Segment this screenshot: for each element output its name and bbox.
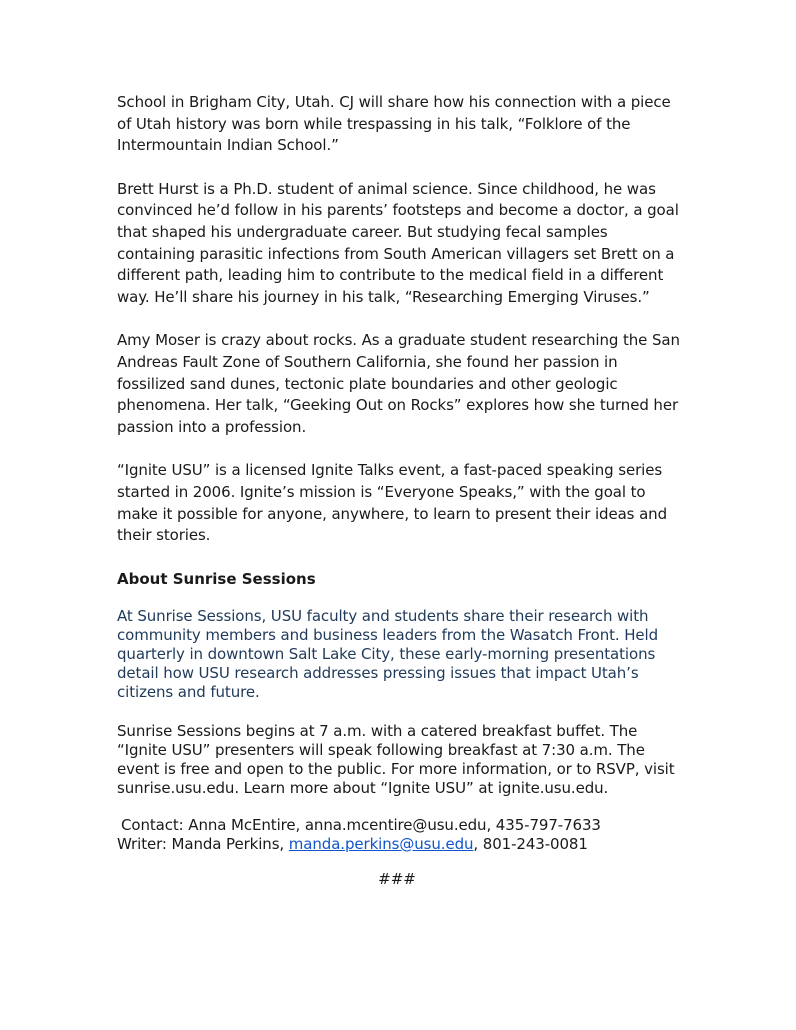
paragraph-brett-hurst: Brett Hurst is a Ph.D. student of animal science. Since childhood, he was convinced he’d follow in his parents’ footsteps and become a doctor, a goal that shaped his undergraduate career. But studying fecal samples containing parasitic infections from South American villagers set Brett on a different path, leading him to contribute to the medical field in a different way. He’ll share his journey in his talk, “Researching Emerging Viruses.” xyxy=(117,179,679,306)
paragraph-amy-moser: Amy Moser is crazy about rocks. As a graduate student researching the San Andreas Fault Zone of Southern California, she found her passion in fossilized sand dunes, tectonic plate boundaries and other geologic phenomena. Her talk, “Geeking Out on Rocks” explores how she turned her passion into a profession. xyxy=(117,331,680,436)
about-heading: About Sunrise Sessions xyxy=(117,569,316,588)
contact-block xyxy=(117,816,687,854)
paragraph-ignite-usu: “Ignite USU” is a licensed Ignite Talks event, a fast-paced speaking series started in 2006. Ignite’s mission is “Everyone Speaks,” with the goal to make it possible for anyone, anywhere, to learn to present their ideas and their stories. xyxy=(117,461,667,545)
document-body xyxy=(117,92,687,889)
paragraph-cj-talk: School in Brigham City, Utah. CJ will share how his connection with a piece of Utah history was born while trespassing in his talk, “Folklore of the Intermountain Indian School.” xyxy=(117,93,671,155)
writer-email-link[interactable]: manda.perkins@usu.edu xyxy=(288,834,474,853)
contact-line: Contact: Anna McEntire, anna.mcentire@usu.edu, 435-797-7633 xyxy=(121,815,601,834)
writer-line xyxy=(117,835,687,854)
writer-suffix: , 801-243-0081 xyxy=(473,834,588,853)
writer-prefix: Writer: Manda Perkins, xyxy=(117,834,289,853)
event-details: Sunrise Sessions begins at 7 a.m. with a catered breakfast buffet. The “Ignite USU” presenters will speak following breakfast at 7:30 a.m. The event is free and open to the public. For more information, or to RSVP, visit sunrise.usu.edu. Learn more about “Ignite USU” at ignite.usu.edu. xyxy=(117,721,675,797)
end-mark: ### xyxy=(378,869,416,888)
about-body: At Sunrise Sessions, USU faculty and students share their research with community members and business leaders from the Wasatch Front. Held quarterly in downtown Salt Lake City, these early-morning presentations detail how USU research addresses pressing issues that impact Utah’s citizens and future. xyxy=(117,606,659,701)
